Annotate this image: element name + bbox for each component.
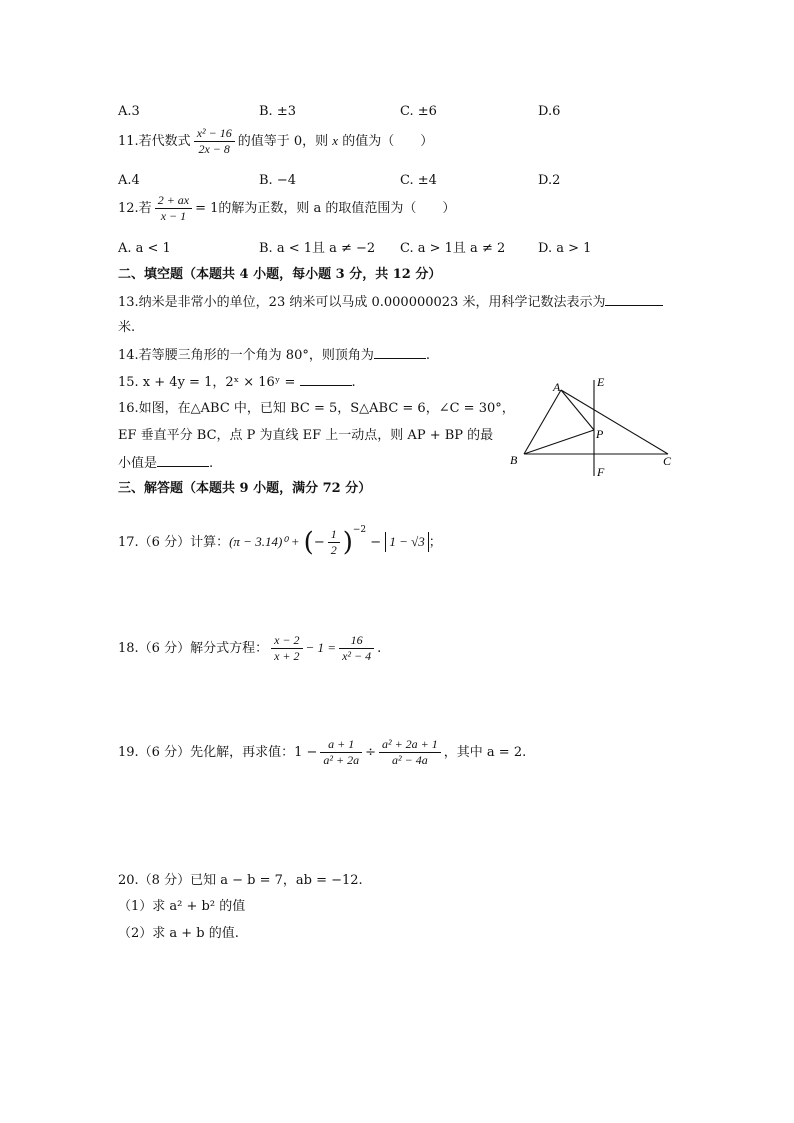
q17-paren-close: ) [342, 527, 353, 558]
q10-option-d: D.6 [538, 104, 561, 119]
q18-fraction-2 [339, 633, 374, 664]
label-a: A [553, 380, 561, 394]
label-p: P [596, 427, 604, 441]
q11-option-b: B. −4 [259, 173, 296, 188]
q18-den-2: x² − 4 [342, 649, 372, 663]
q17-half-den: 2 [330, 543, 337, 557]
q16-line-2: EF 垂直平分 BC，点 P 为直线 EF 上一动点，则 AP + BP 的最 [118, 428, 494, 443]
q11-suffix: 的值等于 0，则 [237, 134, 329, 149]
q11-stem [118, 126, 433, 157]
line-ac [561, 390, 668, 454]
q13-text [118, 292, 663, 313]
q11-numerator: x² − 16 [194, 126, 235, 142]
q11-fraction [194, 126, 235, 157]
q13-stem: 13.纳米是非常小的单位，23 纳米可以马成 0.000000023 米，用科学记数法表示为 [118, 295, 606, 310]
section-3-heading: 三、解答题（本题共 9 小题，满分 72 分） [118, 481, 372, 496]
triangle-figure [505, 372, 685, 482]
q17-exponent: −2 [352, 525, 367, 535]
q17-half-num: 1 [328, 527, 340, 543]
q12-option-a: A. a < 1 [118, 241, 171, 256]
q13-cont: 米. [118, 320, 136, 335]
q18 [118, 633, 381, 664]
q11-option-c: C. ±4 [400, 173, 437, 188]
q11-prefix: 11.若代数式 [118, 134, 191, 149]
q18-den-1: x + 2 [274, 649, 300, 663]
q11-option-a: A.4 [118, 173, 140, 188]
q12-option-c: C. a > 1且 a ≠ 2 [400, 241, 506, 256]
q17-abs: 1 − √3 [385, 532, 428, 552]
q10-option-c: C. ±6 [400, 104, 437, 119]
q19-den-1: a² + 2a [323, 753, 360, 767]
q19-prefix: 19.（6 分）先化解，再求值：1 − [118, 745, 318, 760]
q14-stem: 14.若等腰三角形的一个角为 80°，则顶角为 [118, 348, 374, 363]
q18-mid: − 1 = [305, 640, 337, 655]
q11-denominator: 2x − 8 [198, 142, 230, 156]
q15-text [118, 372, 356, 393]
q18-end: . [377, 641, 382, 656]
q14-text [118, 345, 430, 366]
line-ap [561, 390, 594, 430]
q11-option-d: D.2 [538, 173, 561, 188]
q18-prefix: 18.（6 分）解分式方程： [118, 641, 269, 656]
q12-fraction [155, 193, 192, 224]
q12-eq: = 1 [195, 201, 219, 216]
q17-minus: − [370, 535, 382, 550]
q20-line-2: （1）求 a² + b² 的值 [118, 899, 246, 914]
q10-option-b: B. ±3 [259, 104, 296, 119]
q20-line-3: （2）求 a + b 的值. [118, 926, 239, 941]
q15-end: . [351, 375, 356, 390]
q19-num-1: a + 1 [320, 737, 362, 753]
q17-half [328, 527, 340, 558]
q12-stem [118, 193, 455, 224]
q16-line-3 [118, 453, 213, 474]
q11-var: x [332, 133, 339, 148]
q19-num-2: a² + 2a + 1 [379, 737, 441, 753]
q19-den-2: a² − 4a [392, 753, 428, 767]
q17-prefix: 17.（6 分）计算： [118, 535, 230, 550]
q20-line-1: 20.（8 分）已知 a − b = 7，ab = −12. [118, 873, 363, 888]
q19 [118, 737, 526, 768]
label-e: E [597, 375, 605, 389]
q15-stem: 15. x + 4y = 1，2ˣ × 16ʸ = [118, 375, 296, 390]
q18-fraction-1 [271, 633, 302, 664]
q19-suffix: ，其中 a = 2. [443, 745, 527, 760]
q19-fraction-1 [320, 737, 362, 768]
q18-num-1: x − 2 [271, 633, 302, 649]
q19-div: ÷ [365, 745, 376, 760]
line-bp [524, 430, 594, 454]
q12-prefix: 12.若 [118, 201, 152, 216]
q16-line-1: 16.如图，在△ABC 中，已知 BC = 5，S△ABC = 6，∠C = 30°， [118, 401, 515, 416]
q16-line-3-text: 小值是 [118, 456, 158, 471]
q17-end: ； [428, 535, 442, 550]
label-f: F [597, 465, 605, 479]
label-b: B [510, 453, 518, 467]
q19-fraction-2 [379, 737, 441, 768]
q14-end: . [425, 348, 430, 363]
q11-suffix2: 的值为（ ） [342, 134, 434, 149]
q17-expr1: (π − 3.14)⁰ + [229, 534, 300, 549]
label-c: C [663, 454, 672, 468]
q17-paren-open: ( [303, 527, 314, 558]
q16-end: . [209, 456, 214, 471]
line-ab [524, 390, 561, 454]
q16-answer-blank [157, 453, 209, 467]
q15-answer-blank [300, 372, 352, 386]
q12-denominator: x − 1 [160, 209, 187, 223]
q17: 17.（6 分）计算：(π − 3.14)⁰ + (− $\frac{1}{2}$ )$^{-2}$ − 1 − √3 ； [118, 525, 442, 558]
q12-suffix: 的解为正数，则 a 的取值范围为（ ） [218, 201, 456, 216]
q13-answer-blank [605, 292, 663, 306]
q10-option-a: A.3 [118, 104, 140, 119]
q12-option-b: B. a < 1且 a ≠ −2 [259, 241, 376, 256]
q12-numerator: 2 + ax [155, 193, 192, 209]
q14-answer-blank [374, 345, 426, 359]
section-2-heading: 二、填空题（本题共 4 小题，每小题 3 分，共 12 分） [118, 267, 442, 282]
q18-num-2: 16 [339, 633, 374, 649]
q12-option-d: D. a > 1 [538, 241, 592, 256]
